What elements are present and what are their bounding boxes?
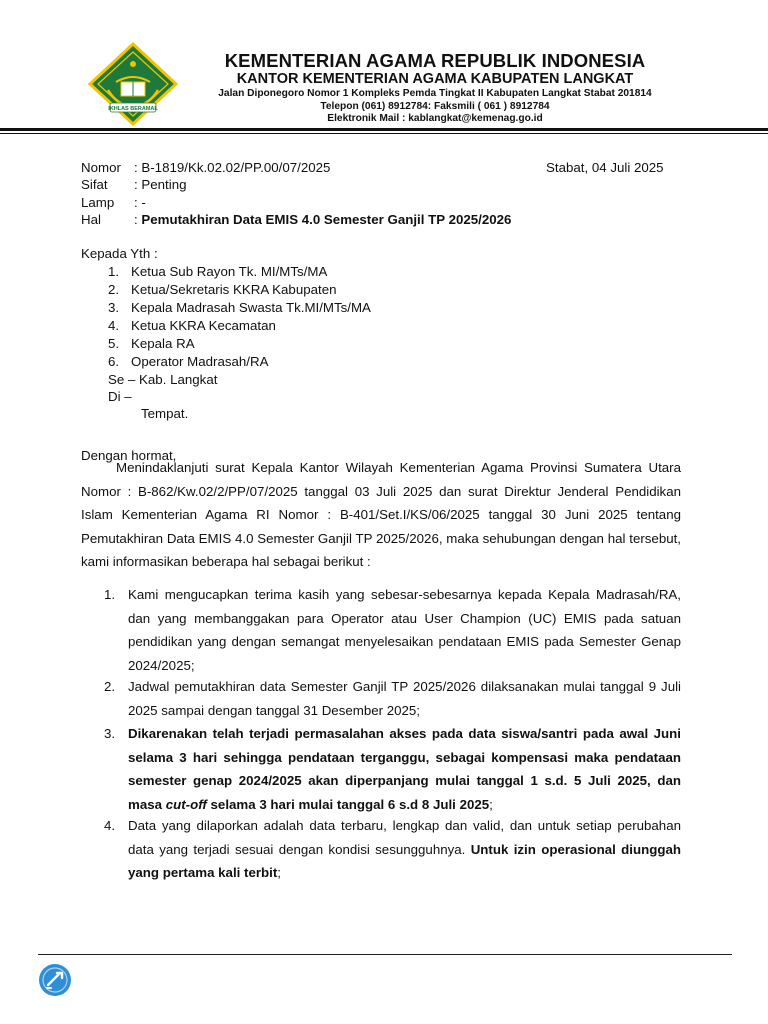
- electronic-signature-icon: [38, 963, 72, 997]
- recipient-item: Kepala Madrasah Swasta Tk.MI/MTs/MA: [131, 300, 371, 315]
- recipients-place: Tempat.: [141, 406, 189, 421]
- recipient-num: 3.: [108, 300, 120, 315]
- lamp-label: Lamp: [81, 195, 115, 210]
- point-3-text-end: selama 3 hari mulai tanggal 6 s.d 8 Juli 2025: [206, 796, 490, 812]
- letter-date: Stabat, 04 Juli 2025: [546, 160, 664, 175]
- cut-off-term: cut-off: [165, 796, 207, 812]
- letterhead: [178, 50, 692, 126]
- nomor-label: Nomor: [81, 160, 121, 175]
- point-4-bold: Untuk izin operasional diunggah yang pertama kali terbit: [128, 841, 682, 880]
- header-rule-thick: [0, 128, 768, 131]
- recipient-item: Kepala RA: [131, 336, 195, 351]
- recipient-item: Ketua Sub Rayon Tk. MI/MTs/MA: [131, 264, 328, 279]
- hal-colon: :: [134, 212, 138, 227]
- ministry-logo: [86, 42, 180, 126]
- point-4-text: Data yang dilaporkan adalah data terbaru, lengkap dan valid, dan untuk setiap perubahan data yang terjadi sesuai dengan kondisi sesungguhnya.: [128, 818, 681, 857]
- office-name: KANTOR KEMENTERIAN AGAMA KABUPATEN LANGKAT: [236, 71, 634, 87]
- hal-label: Hal: [81, 212, 101, 227]
- recipient-item: Operator Madrasah/RA: [131, 354, 269, 369]
- lamp-value: : -: [134, 195, 146, 210]
- point-4: [128, 814, 681, 885]
- recipient-item: Ketua/Sekretaris KKRA Kabupaten: [131, 282, 337, 297]
- point-3: [128, 722, 681, 816]
- ministry-title: KEMENTERIAN AGAMA REPUBLIK INDONESIA: [224, 50, 646, 71]
- point-number: 1.: [104, 587, 116, 602]
- salutation: Dengan hormat,: [81, 448, 177, 463]
- recipients-region: Se – Kab. Langkat: [108, 372, 218, 387]
- footer-rule: [38, 954, 732, 955]
- office-phone: Telepon (061) 8912784: Faksmili ( 061 ) 8912784: [320, 100, 550, 112]
- point-number: 3.: [104, 726, 116, 741]
- hal-subject: Pemutakhiran Data EMIS 4.0 Semester Ganjil TP 2025/2026: [141, 212, 512, 227]
- point-2: Jadwal pemutakhiran data Semester Ganjil TP 2025/2026 dilaksanakan mulai tanggal 9 Juli 2025 sampai dengan tanggal 31 Desember 2025;: [128, 679, 681, 718]
- recipient-num: 4.: [108, 318, 120, 333]
- point-3-semicolon: ;: [489, 796, 493, 812]
- sifat-label: Sifat: [81, 177, 108, 192]
- point-1: Kami mengucapkan terima kasih yang sebesar-sebesarnya kepada Kepala Madrasah/RA, dan yang membanggakan para Operator atau User Champion (UC) EMIS pada satuan pendidikan yang dengan semangat menyelesaikan pendataan EMIS pada Semester Genap 2024/2025;: [128, 587, 681, 673]
- logo-ribbon-text: IKHLAS BERAMAL: [108, 106, 158, 112]
- recipient-item: Ketua KKRA Kecamatan: [131, 318, 276, 333]
- office-address: Jalan Diponegoro Nomor 1 Kompleks Pemda Tingkat II Kabupaten Langkat Stabat 201814: [218, 88, 652, 99]
- point-3-text: Dikarenakan telah terjadi permasalahan akses pada data siswa/santri pada awal Juni selama 3 hari sehingga pendataan terganggu, sebagai kompensasi maka pendataan semester genap 2024/2025 akan diperpanjang mulai tanggal 1 s.d. 5 Juli 2025, dan masa: [128, 726, 681, 812]
- recipients-di: Di –: [108, 389, 132, 404]
- nomor-value: : B-1819/Kk.02.02/PP.00/07/2025: [134, 160, 331, 175]
- header-rule-thin: [0, 133, 768, 134]
- recipient-num: 6.: [108, 354, 120, 369]
- recipient-num: 2.: [108, 282, 120, 297]
- point-number: 4.: [104, 818, 116, 833]
- hal-value: [134, 211, 511, 228]
- point-number: 2.: [104, 679, 116, 694]
- point-4-semicolon: ;: [277, 865, 281, 880]
- opening-paragraph: Menindaklanjuti surat Kepala Kantor Wilayah Kementerian Agama Provinsi Sumatera Utara Nomor : B-862/Kw.02/2/PP/07/2025 tanggal 03 Juli 2025 dan surat Direktur Jenderal Pendidikan Islam Kementerian Agama RI Nomor : B-401/Set.I/KS/06/2025 tanggal 30 Juni 2025 tentang Pemutakhiran Data EMIS 4.0 Semester Ganjil TP 2025/2026, maka sehubungan dengan hal tersebut, kami informasikan beberapa hal sebagai berikut :: [81, 460, 681, 569]
- office-email: Elektronik Mail : kablangkat@kemenag.go.id: [327, 113, 543, 124]
- recipients-intro: Kepada Yth :: [81, 246, 158, 261]
- recipient-num: 5.: [108, 336, 120, 351]
- recipient-num: 1.: [108, 264, 120, 279]
- sifat-value: : Penting: [134, 177, 187, 192]
